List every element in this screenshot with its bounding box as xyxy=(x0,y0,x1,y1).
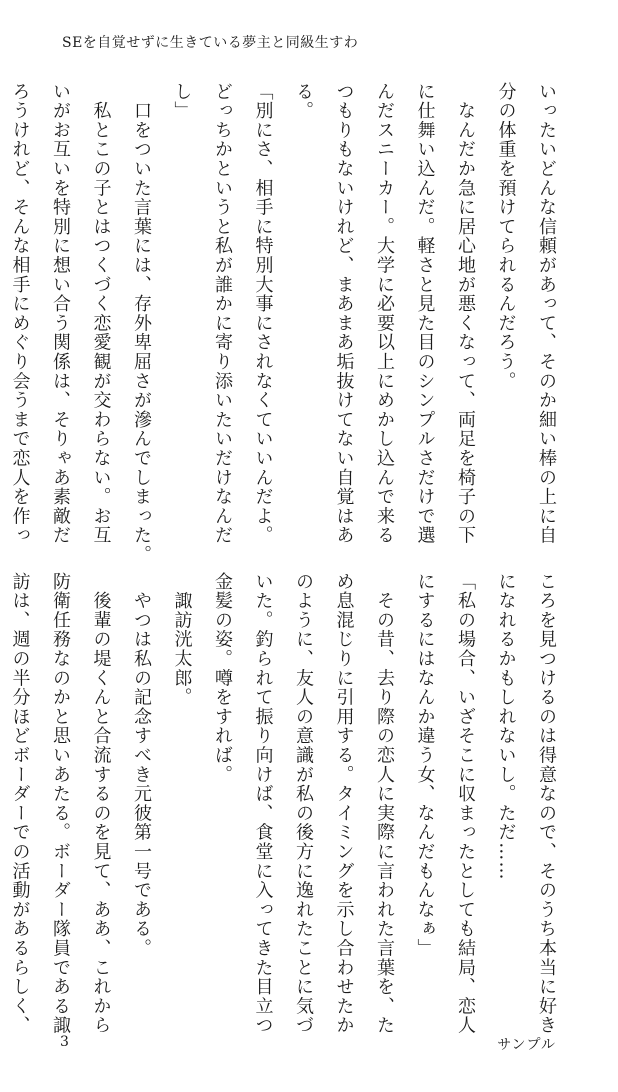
text-column: る。 xyxy=(293,82,314,121)
text-column: やつは私の記念すべき元彼第一号である。 xyxy=(131,572,152,958)
sample-label: サンプル xyxy=(497,1037,556,1053)
running-header: SEを自覚せずに生きている夢主と同級生すわ xyxy=(62,35,359,51)
text-column: なんだか急に居心地が悪くなって、両足を椅子の下 xyxy=(455,82,476,546)
text-column: のように、友人の意識が私の後方に逸れたことに気づ xyxy=(293,572,314,1036)
text-column: になれるかもしれないし。ただ…… xyxy=(495,572,517,881)
text-column: 諏訪洸太郎。 xyxy=(171,572,193,708)
text-column: 「別にさ、相手に特別大事にされなくていいんだよ。 xyxy=(252,82,274,546)
text-column: つもりもないけれど、まあまあ垢抜けてない自覚はあ xyxy=(333,82,355,546)
text-column: どっちかというと私が誰かに寄り添いたいだけなんだ xyxy=(212,82,233,546)
text-column: 分の体重を預けてられるんだろう。 xyxy=(495,82,517,391)
text-column: ころを見つけるのは得意なので、そのうち本当に好き xyxy=(536,572,557,1036)
text-column: 口をついた言葉には、存外卑屈さが滲んでしまった。 xyxy=(131,82,152,565)
text-column: し」 xyxy=(171,82,193,121)
text-column: 後輩の堤くんと合流するのを見て、ああ、これから xyxy=(90,572,112,1036)
text-column: んだスニーカー。大学に必要以上にめかし込んで来る xyxy=(374,82,395,546)
text-column: 訪は、週の半分ほどボーダーでの活動があるらしく、 xyxy=(9,572,31,1036)
text-block-top xyxy=(9,82,566,565)
text-column: 「私の場合、いざそこに収まったとしても結局、恋人 xyxy=(455,572,476,1036)
text-column: いったいどんな信頼があって、そのか細い棒の上に自 xyxy=(536,82,557,546)
text-column: め息混じりに引用する。タイミングを示し合わせたか xyxy=(333,572,355,1036)
text-column: その昔、去り際の恋人に実際に言われた言葉を、た xyxy=(374,572,395,1036)
page-number: 3 xyxy=(60,1034,69,1050)
text-column: ろうけれど、そんな相手にめぐり会うまで恋人を作っ xyxy=(9,82,31,546)
text-column: 金髪の姿。噂をすれば。 xyxy=(212,572,233,785)
text-block-bottom xyxy=(9,572,566,1036)
text-column: にするにはなんか違う女、なんだもんなぁ」 xyxy=(414,572,436,958)
text-column: いた。釣られて振り向けば、食堂に入ってきた目立つ xyxy=(252,572,274,1036)
text-column: に仕舞い込んだ。軽さと見た目のシンプルさだけで選 xyxy=(414,82,436,546)
text-column: 防衛任務なのかと思いあたる。ボーダー隊員である諏 xyxy=(50,572,71,1036)
text-column: 私とこの子とはつくづく恋愛観が交わらない。お互 xyxy=(90,82,112,546)
text-column: いがお互いを特別に想い合う関係は、そりゃあ素敵だ xyxy=(50,82,71,546)
